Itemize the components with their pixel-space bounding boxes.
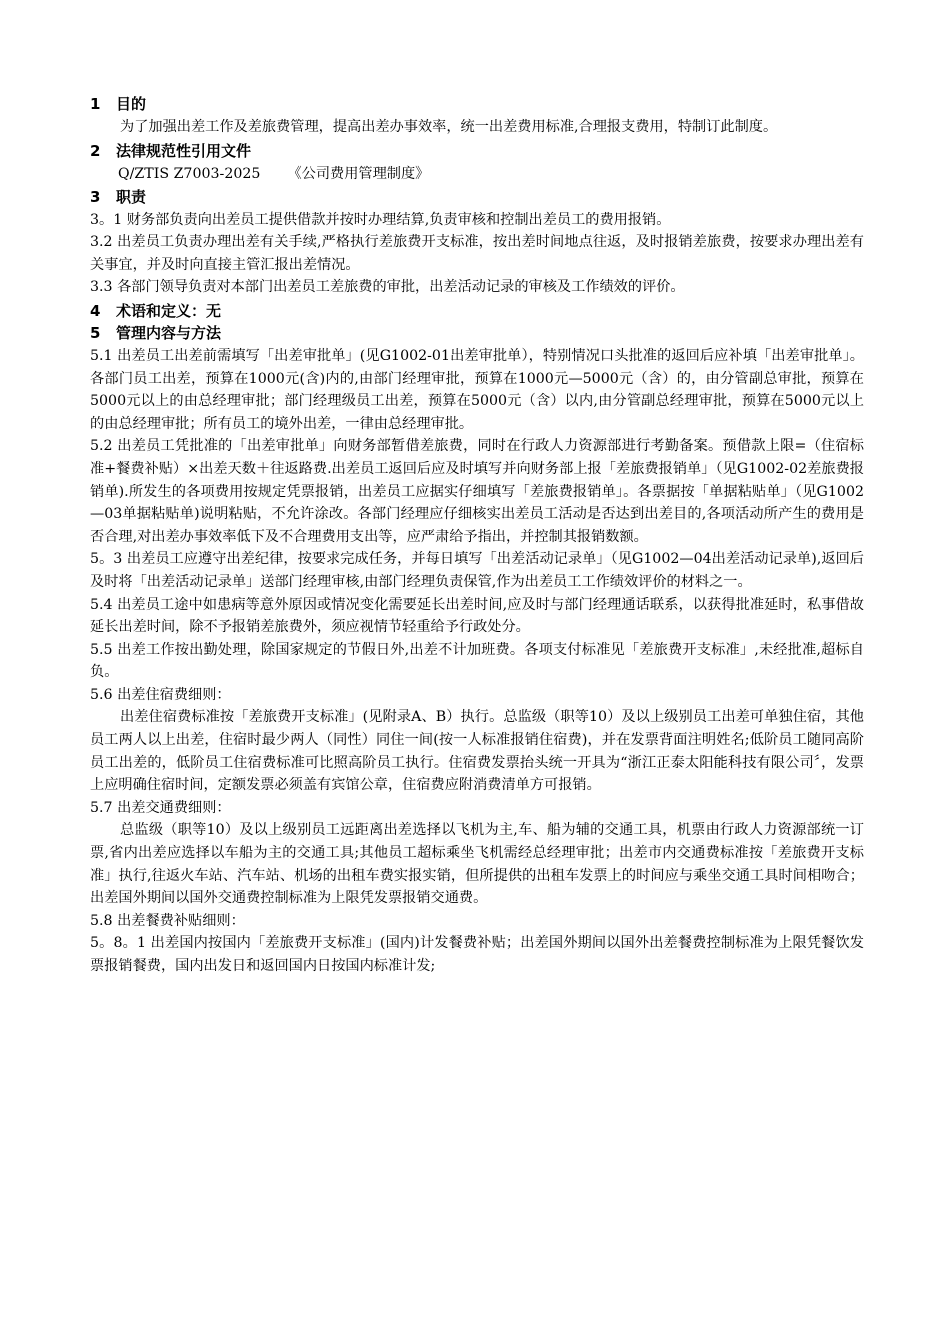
reference-document: Q/ZTIS Z7003-2025 《公司费用管理制度》 [118, 165, 430, 182]
clause-3-3: 3.3 各部门领导负责对本部门出差员工差旅费的审批，出差活动记录的审核及工作绩效的评价。 [90, 279, 685, 296]
section-heading-responsibilities [90, 187, 864, 207]
section-heading-terms [90, 301, 864, 321]
clause-5-8: 5.8 出差餐费补贴细则： [90, 912, 245, 929]
section-title: 术语和定义：无 [116, 301, 222, 320]
section-title: 职责 [116, 187, 147, 206]
section-number: 1 [90, 95, 101, 113]
clause-5-2: 5.2 出差员工凭批准的「出差审批单」向财务部暂借差旅费，同时在行政人力资源部进行考勤备案。预借款上限=（住宿标准+餐费补贴）×出差天数＋往返路费.出差员工返回后应及时填写并向财务部上报「差旅费报销单」（见G1002-02差旅费报销单).所发生的各项费用按规定凭票报销，出差员工应据实仔细填写「差旅费报销单」。各票据按「单据粘贴单」（见G1002—03单据粘贴单)说明粘贴，不允许涂改。各部门经理应仔细核实出差员工活动是否达到出差目的,各项活动所产生的费用是否合理,对出差办事效率低下及不合理费用支出等，应严肃给予指出，并控制其报销数额。 [90, 438, 864, 545]
clause-5-4: 5.4 出差员工途中如患病等意外原因或情况变化需要延长出差时间,应及时与部门经理通话联系，以获得批准延时，私事借故延长出差时间，除不予报销差旅费外，须应视情节轻重给予行政处分。 [90, 596, 864, 636]
clause-5-5: 5.5 出差工作按出勤处理，除国家规定的节假日外,出差不计加班费。各项支付标准见「差旅费开支标准」,未经批准,超标自负。 [90, 641, 864, 681]
section-heading-references [90, 141, 864, 161]
clause-5-6: 5.6 出差住宿费细则： [90, 686, 231, 703]
section-heading-purpose [90, 94, 864, 114]
clause-5-1: 5.1 出差员工出差前需填写「出差审批单」(见G1002-01出差审批单），特别情况口头批准的返回后应补填「出差审批单」。各部门员工出差，预算在1000元(含)内的,由部门经理审批，预算在1000元—5000元（含）的，由分管副总审批，预算在5000元以上的由总经理审批；部门经理级员工出差，预算在5000元（含）以内,由分管副总经理审批，预算在5000元以上的由总经理审批；所有员工的境外出差，一律由总经理审批。 [90, 347, 864, 432]
section-number: 3 [90, 187, 101, 206]
section-title: 管理内容与方法 [116, 323, 222, 342]
section-heading-management [90, 323, 864, 343]
section-title: 法律规范性引用文件 [116, 141, 252, 160]
clause-5-6-body: 出差住宿费标准按「差旅费开支标准」(见附录A、B）执行。总监级（职等10）及以上级别员工出差可单独住宿，其他员工两人以上出差，住宿时最少两人（同性）同住一间(按一人标准报销住宿费)，并在发票背面注明姓名;低阶员工随同高阶员工出差的，低阶员工住宿费标准可比照高阶员工执行。住宿费发票抬头统一开具为“浙江正泰太阳能科技有限公司〞，发票上应明确住宿时间，定额发票必须盖有宾馆公章，住宿费应附消费清单方可报销。 [90, 709, 864, 794]
purpose-paragraph: 为了加强出差工作及差旅费管理，提高出差办事效率，统一出差费用标准,合理报支费用，特制订此制度。 [120, 119, 778, 135]
clause-5-8-1: 5。8。1 出差国内按国内「差旅费开支标准」(国内)计发餐费补贴；出差国外期间以国外出差餐费控制标准为上限凭餐饮发票报销餐费，国内出发日和返回国内日按国内标准计发; [90, 935, 864, 974]
section-number: 2 [90, 141, 101, 160]
section-number: 5 [90, 323, 101, 342]
clause-3-1: 3。1 财务部负责向出差员工提供借款并按时办理结算,负责审核和控制出差员工的费用报销。 [90, 211, 671, 228]
clause-3-2: 3.2 出差员工负责办理出差有关手续,严格执行差旅费开支标准，按出差时间地点往返，及时报销差旅费，按要求办理出差有关事宜，并及时向直接主管汇报出差情况。 [90, 234, 864, 273]
section-title: 目的 [116, 95, 147, 113]
clause-5-3: 5。3 出差员工应遵守出差纪律，按要求完成任务，并每日填写「出差活动记录单」（见G1002—04出差活动记录单),返回后及时将「出差活动记录单」送部门经理审核,由部门经理负责保管,作为出差员工工作绩效评价的材料之一。 [90, 551, 864, 590]
clause-5-7: 5.7 出差交通费细则： [90, 799, 231, 816]
section-number: 4 [90, 301, 101, 320]
clause-5-7-body: 总监级（职等10）及以上级别员工远距离出差选择以飞机为主,车、船为辅的交通工具，机票由行政人力资源部统一订票,省内出差应选择以车船为主的交通工具;其他员工超标乘坐飞机需经总经理审批；出差市内交通费标准按「差旅费开支标准」执行,往返火车站、汽车站、机场的出租车费实报实销，但所提供的出租车发票上的时间应与乘坐交通工具时间相吻合；出差国外期间以国外交通费控制标准为上限凭发票报销交通费。 [90, 822, 864, 907]
